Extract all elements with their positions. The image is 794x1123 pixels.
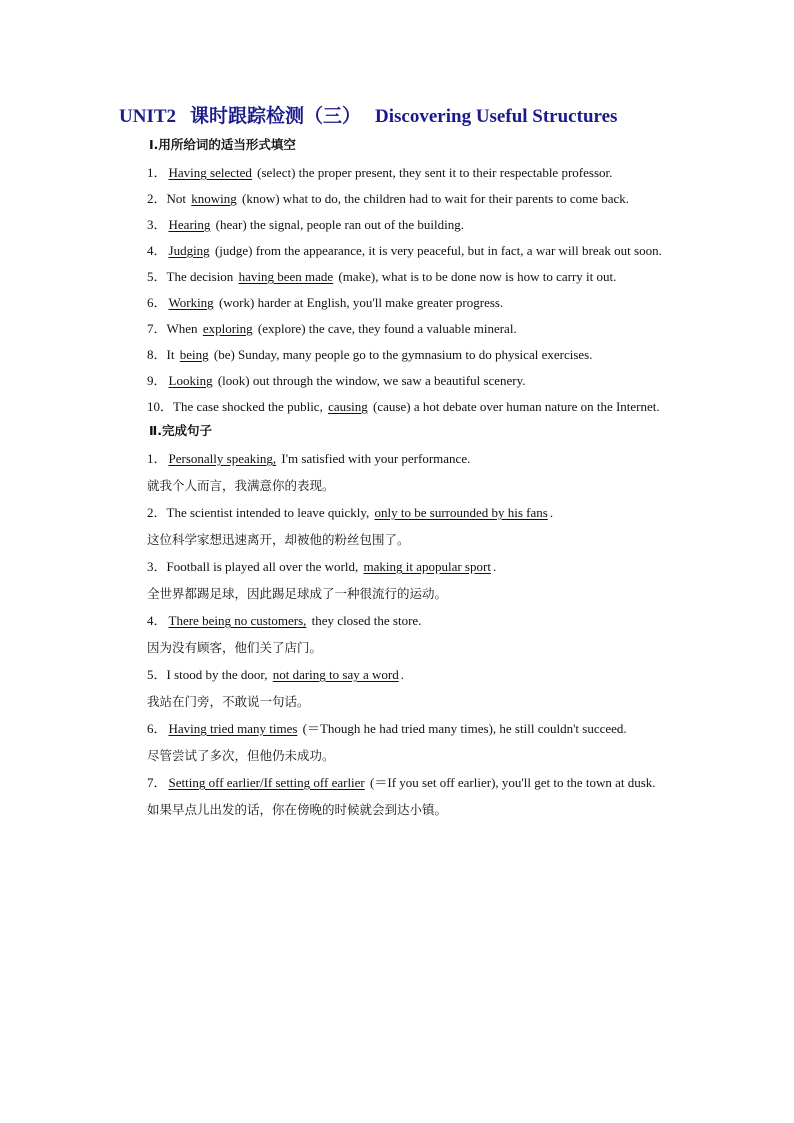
exercise-item	[119, 186, 675, 212]
title-unit: UNIT2	[119, 106, 177, 127]
document-page	[119, 104, 675, 824]
exercise-item	[119, 394, 675, 420]
item-number: 5．	[147, 667, 167, 682]
sentence-text: .	[492, 559, 497, 574]
sentence-text: (hear) the signal, people ran out of the building.	[212, 217, 465, 232]
exercise-sentence	[119, 446, 675, 472]
exercise-item	[119, 212, 675, 238]
answer-text: not daring to say a word	[272, 667, 399, 682]
exercise-item	[119, 316, 675, 342]
item-number: 6．	[147, 295, 167, 310]
exercise-sentence	[119, 716, 675, 742]
section-2-heading: Ⅱ.完成句子	[149, 423, 212, 438]
sentence-text: (be) Sunday, many people go to the gymnasium to do physical exercises.	[210, 347, 593, 362]
exercise-sentence	[119, 264, 675, 290]
answer-text: exploring	[202, 321, 253, 336]
title-cn: 课时跟踪检测（三）	[190, 106, 362, 127]
page-title	[119, 104, 675, 130]
answer-text: Having selected	[168, 165, 252, 180]
sentence-text: .	[549, 505, 554, 520]
answer-text: being	[179, 347, 209, 362]
item-number: 3．	[147, 559, 167, 574]
exercise-sentence	[119, 770, 675, 796]
sentence-text: (explore) the cave, they found a valuable mineral.	[254, 321, 517, 336]
sentence-text: (work) harder at English, you'll make greater progress.	[215, 295, 504, 310]
answer-text: knowing	[191, 191, 237, 206]
exercise-item	[119, 662, 675, 716]
exercise-sentence	[119, 238, 675, 264]
sentence-text: (look) out through the window, we saw a beautiful scenery.	[214, 373, 526, 388]
answer-text: Hearing	[168, 217, 211, 232]
item-number: 7．	[147, 321, 167, 336]
answer-text: Having tried many times	[168, 721, 298, 736]
sentence-text: It	[166, 347, 178, 362]
answer-text: only to be surrounded by his fans	[374, 505, 548, 520]
exercise-item	[119, 446, 675, 500]
answer-text: causing	[328, 399, 368, 414]
item-number: 6．	[147, 721, 167, 736]
exercise-sentence	[119, 290, 675, 316]
answer-text: having been made	[238, 269, 334, 284]
exercise-item	[119, 264, 675, 290]
exercise-item	[119, 608, 675, 662]
item-number: 2．	[147, 191, 167, 206]
section-2-list	[119, 446, 675, 824]
sentence-text: When	[166, 321, 201, 336]
exercise-sentence	[119, 316, 675, 342]
exercise-item	[119, 290, 675, 316]
sentence-text: I'm satisfied with your performance.	[278, 451, 471, 466]
chinese-translation: 这位科学家想迅速离开，却被他的粉丝包围了。	[147, 532, 410, 547]
answer-text: Setting off earlier/If setting off earlier	[168, 775, 365, 790]
chinese-translation: 尽管尝试了多次，但他仍未成功。	[147, 748, 335, 763]
chinese-translation: 因为没有顾客，他们关了店门。	[147, 640, 323, 655]
chinese-translation: 如果早点儿出发的话，你在傍晚的时候就会到达小镇。	[147, 802, 448, 817]
item-number: 4．	[147, 243, 167, 258]
item-number: 5．	[147, 269, 167, 284]
exercise-sentence	[119, 554, 675, 580]
sentence-text: The scientist intended to leave quickly,	[166, 505, 373, 520]
sentence-text: (make), what is to be done now is how to carry it out.	[335, 269, 617, 284]
sentence-text: they closed the store.	[308, 613, 422, 628]
answer-text: Personally speaking,	[168, 451, 277, 466]
exercise-item	[119, 342, 675, 368]
section-1-list	[119, 160, 675, 420]
exercise-sentence	[119, 186, 675, 212]
sentence-text: The decision	[166, 269, 237, 284]
sentence-text: Football is played all over the world,	[166, 559, 362, 574]
title-en: Discovering Useful Structures	[375, 106, 618, 127]
sentence-text: .	[400, 667, 404, 682]
exercise-item	[119, 368, 675, 394]
answer-text: Working	[168, 295, 214, 310]
item-number: 1．	[147, 165, 167, 180]
sentence-text: The case shocked the public,	[173, 399, 327, 414]
item-number: 10．	[147, 399, 174, 414]
item-number: 8．	[147, 347, 167, 362]
exercise-item	[119, 770, 675, 824]
sentence-text: (＝Though he had tried many times), he still couldn't succeed.	[299, 721, 627, 736]
sentence-text: (judge) from the appearance, it is very peaceful, but in fact, a war will break out soon.	[211, 243, 662, 258]
answer-text: Judging	[168, 243, 210, 258]
answer-text: There being no customers,	[168, 613, 307, 628]
item-number: 2．	[147, 505, 167, 520]
item-number: 1．	[147, 451, 167, 466]
chinese-translation: 全世界都踢足球，因此踢足球成了一种很流行的运动。	[147, 586, 448, 601]
section-1-heading: Ⅰ.用所给词的适当形式填空	[149, 137, 296, 152]
chinese-translation: 就我个人而言，我满意你的表现。	[147, 478, 335, 493]
exercise-item	[119, 554, 675, 608]
exercise-item	[119, 500, 675, 554]
sentence-text: (＝If you set off earlier), you'll get to the town at dusk.	[366, 775, 656, 790]
exercise-item	[119, 160, 675, 186]
sentence-text: (select) the proper present, they sent it to their respectable professor.	[253, 165, 613, 180]
exercise-item	[119, 716, 675, 770]
exercise-sentence	[119, 342, 675, 368]
item-number: 3．	[147, 217, 167, 232]
exercise-sentence	[119, 212, 675, 238]
answer-text: making it apopular sport	[363, 559, 491, 574]
exercise-sentence	[119, 394, 675, 420]
sentence-text: (cause) a hot debate over human nature on the Internet.	[369, 399, 660, 414]
item-number: 7．	[147, 775, 167, 790]
exercise-sentence	[119, 662, 675, 688]
sentence-text: (know) what to do, the children had to wait for their parents to come back.	[238, 191, 630, 206]
exercise-sentence	[119, 368, 675, 394]
item-number: 9．	[147, 373, 167, 388]
chinese-translation: 我站在门旁，不敢说一句话。	[147, 694, 310, 709]
sentence-text: Not	[166, 191, 190, 206]
sentence-text: I stood by the door,	[166, 667, 271, 682]
answer-text: Looking	[168, 373, 213, 388]
item-number: 4．	[147, 613, 167, 628]
exercise-sentence	[119, 500, 675, 526]
exercise-sentence	[119, 160, 675, 186]
exercise-sentence	[119, 608, 675, 634]
exercise-item	[119, 238, 675, 264]
